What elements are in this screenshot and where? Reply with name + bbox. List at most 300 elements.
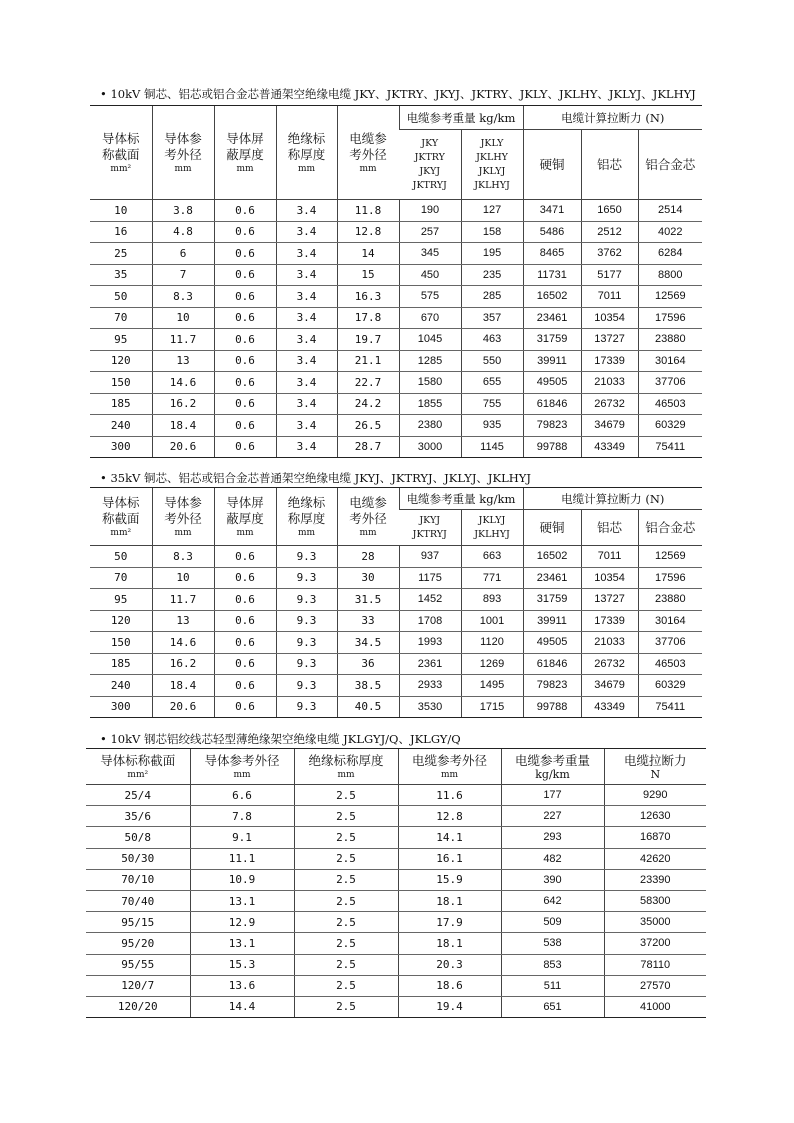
table-cell: 0.6: [214, 243, 276, 265]
table-row: [90, 264, 702, 286]
table-cell: 60329: [638, 415, 702, 437]
table-cell: 18.1: [398, 890, 501, 911]
table-cell: 0.6: [214, 350, 276, 372]
table-cell: 538: [501, 933, 604, 954]
table-row: [86, 954, 706, 975]
table-cell: 127: [461, 200, 523, 222]
table-cell: 23880: [638, 329, 702, 351]
header-force-aluminum: 铝芯: [581, 130, 638, 200]
table-cell: 0.6: [214, 393, 276, 415]
table-cell: 2514: [638, 200, 702, 222]
table-cell: 14.1: [398, 827, 501, 848]
header-weight-copper-models: JKY JKTRY JKYJ JKTRYJ: [399, 130, 461, 200]
table-cell: 663: [461, 546, 523, 568]
section-title-10kv: • 10kV 铜芯、铝芯或铝合金芯普通架空绝缘电缆 JKY、JKTRY、JKYJ、JKTRY、JKLY、JKLHY、JKLYJ、JKLHYJ: [100, 87, 696, 101]
table-cell: 70/40: [86, 890, 190, 911]
table-cell: 2.5: [294, 848, 398, 869]
table-row: [86, 933, 706, 954]
table-cell: 13.1: [190, 890, 294, 911]
table-cell: 0.6: [214, 610, 276, 632]
table-cell: 16502: [523, 546, 581, 568]
table-cell: 15.3: [190, 954, 294, 975]
table-cell: 99788: [523, 436, 581, 458]
header-force-group: 电缆计算拉断力 (N): [523, 106, 702, 130]
header-nominal-section: 导体标称截面 mm²: [90, 488, 152, 546]
table-cell: 240: [90, 415, 152, 437]
table-cell: 25/4: [86, 785, 190, 806]
table-cell: 60329: [638, 675, 702, 697]
cable-table-10kv: [90, 105, 702, 458]
header-insulation-thickness: 绝缘标称厚度 mm: [276, 106, 337, 200]
table-cell: 0.6: [214, 221, 276, 243]
header-force-hard-copper: 硬铜: [523, 510, 581, 546]
table-row: [90, 610, 702, 632]
table-cell: 1175: [399, 567, 461, 589]
table-cell: 16.3: [337, 286, 399, 308]
table-cell: 16870: [604, 827, 706, 848]
table-cell: 3.4: [276, 200, 337, 222]
table-cell: 4.8: [152, 221, 214, 243]
table-cell: 75411: [638, 436, 702, 458]
table-row: [86, 827, 706, 848]
table-row: [86, 890, 706, 911]
header-force-aluminum: 铝芯: [581, 510, 638, 546]
table-cell: 120/20: [86, 996, 190, 1017]
table-cell: 17.8: [337, 307, 399, 329]
table-row: [90, 632, 702, 654]
table-cell: 1495: [461, 675, 523, 697]
table-cell: 14.6: [152, 632, 214, 654]
table-cell: 937: [399, 546, 461, 568]
table-cell: 0.6: [214, 632, 276, 654]
table-cell: 190: [399, 200, 461, 222]
table-cell: 9.3: [276, 653, 337, 675]
table-cell: 30: [337, 567, 399, 589]
table-cell: 2.5: [294, 933, 398, 954]
header-nominal-section: 导体标称截面 mm²: [90, 106, 152, 200]
table-cell: 10: [152, 567, 214, 589]
table-cell: 300: [90, 696, 152, 718]
table-cell: 50: [90, 286, 152, 308]
table-cell: 26732: [581, 653, 638, 675]
header-force-aluminum-alloy: 铝合金芯: [638, 130, 702, 200]
header-weight-group: 电缆参考重量 kg/km: [399, 106, 523, 130]
table-cell: 50: [90, 546, 152, 568]
table-cell: 42620: [604, 848, 706, 869]
table-cell: 8.3: [152, 546, 214, 568]
table-cell: 37706: [638, 372, 702, 394]
table-cell: 21.1: [337, 350, 399, 372]
table-cell: 177: [501, 785, 604, 806]
table-cell: 0.6: [214, 200, 276, 222]
table-cell: 935: [461, 415, 523, 437]
table-cell: 15.9: [398, 869, 501, 890]
table-cell: 509: [501, 912, 604, 933]
table-cell: 11.8: [337, 200, 399, 222]
header-nominal-section: 导体标称截面 mm²: [86, 749, 190, 785]
table-cell: 50/8: [86, 827, 190, 848]
header-conductor-diameter: 导体参考外径 mm: [152, 488, 214, 546]
table-cell: 11.1: [190, 848, 294, 869]
table-cell: 12.8: [398, 806, 501, 827]
table-cell: 670: [399, 307, 461, 329]
table-cell: 23880: [638, 589, 702, 611]
table-cell: 18.4: [152, 675, 214, 697]
table-cell: 12569: [638, 546, 702, 568]
table-cell: 13727: [581, 589, 638, 611]
table-cell: 755: [461, 393, 523, 415]
table-cell: 12630: [604, 806, 706, 827]
table-cell: 23461: [523, 307, 581, 329]
table-cell: 2.5: [294, 975, 398, 996]
table-cell: 7: [152, 264, 214, 286]
table-cell: 3.4: [276, 350, 337, 372]
table-cell: 26732: [581, 393, 638, 415]
table-cell: 16.2: [152, 653, 214, 675]
table-cell: 70: [90, 307, 152, 329]
header-weight-copper-models: JKYJ JKTRYJ: [399, 510, 461, 546]
cable-table-35kv: [90, 487, 702, 718]
table-row: [90, 546, 702, 568]
table-cell: 18.6: [398, 975, 501, 996]
table-cell: 61846: [523, 653, 581, 675]
table-cell: 1120: [461, 632, 523, 654]
header-breaking-force: 电缆拉断力 N: [604, 749, 706, 785]
table-row: [90, 350, 702, 372]
table-cell: 49505: [523, 632, 581, 654]
table-cell: 2933: [399, 675, 461, 697]
table-cell: 651: [501, 996, 604, 1017]
table-cell: 2.5: [294, 806, 398, 827]
table-row: [90, 567, 702, 589]
table-cell: 9.3: [276, 696, 337, 718]
table-cell: 35/6: [86, 806, 190, 827]
header-conductor-diameter: 导体参考外径 mm: [190, 749, 294, 785]
table-cell: 1145: [461, 436, 523, 458]
table-cell: 195: [461, 243, 523, 265]
table-cell: 300: [90, 436, 152, 458]
table-cell: 3.4: [276, 264, 337, 286]
table-cell: 482: [501, 848, 604, 869]
table-cell: 14.6: [152, 372, 214, 394]
table-cell: 28.7: [337, 436, 399, 458]
table-cell: 0.6: [214, 436, 276, 458]
table-cell: 3.4: [276, 243, 337, 265]
table-cell: 0.6: [214, 675, 276, 697]
table-cell: 463: [461, 329, 523, 351]
table-cell: 240: [90, 675, 152, 697]
table-row: [90, 696, 702, 718]
table-cell: 11.6: [398, 785, 501, 806]
table-cell: 30164: [638, 610, 702, 632]
table-cell: 26.5: [337, 415, 399, 437]
table-cell: 17596: [638, 307, 702, 329]
table-row: [90, 653, 702, 675]
table-cell: 1650: [581, 200, 638, 222]
table-cell: 3000: [399, 436, 461, 458]
table-cell: 1715: [461, 696, 523, 718]
table-cell: 95: [90, 329, 152, 351]
table-cell: 3530: [399, 696, 461, 718]
table-cell: 2361: [399, 653, 461, 675]
table-cell: 575: [399, 286, 461, 308]
table-cell: 3.4: [276, 415, 337, 437]
table-cell: 28: [337, 546, 399, 568]
table-cell: 46503: [638, 653, 702, 675]
table-cell: 33: [337, 610, 399, 632]
table-cell: 2380: [399, 415, 461, 437]
table-cell: 185: [90, 653, 152, 675]
table-cell: 18.1: [398, 933, 501, 954]
table-cell: 0.6: [214, 653, 276, 675]
table-cell: 41000: [604, 996, 706, 1017]
table-cell: 0.6: [214, 567, 276, 589]
table-cell: 5486: [523, 221, 581, 243]
table-cell: 285: [461, 286, 523, 308]
table-cell: 19.4: [398, 996, 501, 1017]
table-cell: 14.4: [190, 996, 294, 1017]
table-cell: 16502: [523, 286, 581, 308]
table-cell: 357: [461, 307, 523, 329]
table-cell: 2.5: [294, 890, 398, 911]
table-cell: 1452: [399, 589, 461, 611]
table-cell: 24.2: [337, 393, 399, 415]
table-cell: 31759: [523, 329, 581, 351]
table-cell: 0.6: [214, 307, 276, 329]
table-cell: 23390: [604, 869, 706, 890]
table-cell: 345: [399, 243, 461, 265]
table-cell: 2.5: [294, 869, 398, 890]
table-row: [90, 329, 702, 351]
table-cell: 550: [461, 350, 523, 372]
table-cell: 3.4: [276, 307, 337, 329]
table-cell: 10354: [581, 307, 638, 329]
table-cell: 0.6: [214, 329, 276, 351]
table-row: [90, 243, 702, 265]
table-cell: 23461: [523, 567, 581, 589]
table-cell: 293: [501, 827, 604, 848]
table-cell: 2512: [581, 221, 638, 243]
table-cell: 34.5: [337, 632, 399, 654]
table-cell: 95/20: [86, 933, 190, 954]
header-conductor-diameter: 导体参考外径 mm: [152, 106, 214, 200]
table-cell: 39911: [523, 610, 581, 632]
table-cell: 37706: [638, 632, 702, 654]
table-cell: 31759: [523, 589, 581, 611]
table-cell: 49505: [523, 372, 581, 394]
table-cell: 46503: [638, 393, 702, 415]
table-cell: 0.6: [214, 696, 276, 718]
table-cell: 95: [90, 589, 152, 611]
table-cell: 120: [90, 350, 152, 372]
header-force-hard-copper: 硬铜: [523, 130, 581, 200]
table-cell: 227: [501, 806, 604, 827]
table-cell: 95/55: [86, 954, 190, 975]
table-cell: 12.8: [337, 221, 399, 243]
table-cell: 893: [461, 589, 523, 611]
header-force-aluminum-alloy: 铝合金芯: [638, 510, 702, 546]
table-cell: 8465: [523, 243, 581, 265]
table-cell: 20.3: [398, 954, 501, 975]
table-cell: 58300: [604, 890, 706, 911]
table-cell: 9.3: [276, 546, 337, 568]
table-cell: 43349: [581, 696, 638, 718]
header-force-group: 电缆计算拉断力 (N): [523, 488, 702, 510]
table-row: [90, 589, 702, 611]
table-cell: 75411: [638, 696, 702, 718]
table-row: [90, 200, 702, 222]
table-cell: 7011: [581, 286, 638, 308]
table-cell: 34679: [581, 415, 638, 437]
table-cell: 14: [337, 243, 399, 265]
table-cell: 61846: [523, 393, 581, 415]
header-cable-diameter: 电缆参考外径 mm: [337, 106, 399, 200]
table-cell: 120: [90, 610, 152, 632]
table-cell: 40.5: [337, 696, 399, 718]
table-row: [86, 806, 706, 827]
table-cell: 70/10: [86, 869, 190, 890]
table-cell: 35000: [604, 912, 706, 933]
table-cell: 8800: [638, 264, 702, 286]
header-insulation-thickness: 绝缘标称厚度 mm: [276, 488, 337, 546]
table-row: [86, 996, 706, 1017]
table-cell: 3.4: [276, 329, 337, 351]
cable-table-10kv-steel-aluminum: [86, 748, 706, 1018]
table-cell: 43349: [581, 436, 638, 458]
table-cell: 9.3: [276, 675, 337, 697]
table-cell: 120/7: [86, 975, 190, 996]
header-cable-weight: 电缆参考重量 kg/km: [501, 749, 604, 785]
table-cell: 9.3: [276, 632, 337, 654]
table-cell: 16.1: [398, 848, 501, 869]
table-cell: 10: [152, 307, 214, 329]
table-cell: 3471: [523, 200, 581, 222]
table-cell: 150: [90, 632, 152, 654]
table-row: [86, 869, 706, 890]
table-cell: 1993: [399, 632, 461, 654]
table-cell: 50/30: [86, 848, 190, 869]
table-cell: 13.6: [190, 975, 294, 996]
table-cell: 11.7: [152, 589, 214, 611]
table-cell: 0.6: [214, 589, 276, 611]
table-cell: 31.5: [337, 589, 399, 611]
table-cell: 0.6: [214, 415, 276, 437]
section-title-35kv: • 35kV 铜芯、铝芯或铝合金芯普通架空绝缘电缆 JKYJ、JKTRYJ、JKLYJ、JKLHYJ: [100, 471, 532, 485]
table-cell: 185: [90, 393, 152, 415]
table-cell: 70: [90, 567, 152, 589]
table-row: [90, 221, 702, 243]
table-cell: 511: [501, 975, 604, 996]
table-cell: 3.8: [152, 200, 214, 222]
table-cell: 17.9: [398, 912, 501, 933]
header-screen-thickness: 导体屏蔽厚度 mm: [214, 488, 276, 546]
table-cell: 4022: [638, 221, 702, 243]
table-row: [90, 675, 702, 697]
table-cell: 10.9: [190, 869, 294, 890]
section-title-10kv-steel-aluminum: • 10kV 钢芯铝绞线芯轻型薄绝缘架空绝缘电缆 JKLGYJ/Q、JKLGY/Q: [100, 732, 461, 746]
table-cell: 3.4: [276, 221, 337, 243]
table-cell: 10: [90, 200, 152, 222]
table-cell: 7011: [581, 546, 638, 568]
table-cell: 13: [152, 350, 214, 372]
table-row: [90, 415, 702, 437]
table-cell: 158: [461, 221, 523, 243]
table-row: [86, 975, 706, 996]
table-cell: 99788: [523, 696, 581, 718]
table-cell: 79823: [523, 415, 581, 437]
table-cell: 9290: [604, 785, 706, 806]
table-cell: 17339: [581, 350, 638, 372]
table-cell: 1580: [399, 372, 461, 394]
table-cell: 853: [501, 954, 604, 975]
table-cell: 3.4: [276, 372, 337, 394]
table-cell: 12569: [638, 286, 702, 308]
table-cell: 20.6: [152, 436, 214, 458]
table-cell: 22.7: [337, 372, 399, 394]
table-cell: 35: [90, 264, 152, 286]
table-cell: 6.6: [190, 785, 294, 806]
table-cell: 38.5: [337, 675, 399, 697]
table-cell: 3.4: [276, 436, 337, 458]
table-cell: 1045: [399, 329, 461, 351]
table-cell: 27570: [604, 975, 706, 996]
table-cell: 12.9: [190, 912, 294, 933]
header-weight-aluminum-models: JKLYJ JKLHYJ: [461, 510, 523, 546]
table-cell: 390: [501, 869, 604, 890]
table-cell: 450: [399, 264, 461, 286]
table-cell: 6: [152, 243, 214, 265]
table-cell: 11731: [523, 264, 581, 286]
table-cell: 11.7: [152, 329, 214, 351]
table-row: [90, 372, 702, 394]
table-cell: 5177: [581, 264, 638, 286]
table-cell: 2.5: [294, 912, 398, 933]
table-cell: 30164: [638, 350, 702, 372]
table-cell: 3.4: [276, 393, 337, 415]
table-cell: 2.5: [294, 954, 398, 975]
table-cell: 17339: [581, 610, 638, 632]
table-cell: 1001: [461, 610, 523, 632]
table-row: [86, 785, 706, 806]
table-cell: 78110: [604, 954, 706, 975]
table-cell: 6284: [638, 243, 702, 265]
table-cell: 21033: [581, 632, 638, 654]
table-cell: 13727: [581, 329, 638, 351]
table-cell: 2.5: [294, 785, 398, 806]
table-cell: 1285: [399, 350, 461, 372]
header-insulation-thickness: 绝缘标称厚度 mm: [294, 749, 398, 785]
header-screen-thickness: 导体屏蔽厚度 mm: [214, 106, 276, 200]
table-cell: 13.1: [190, 933, 294, 954]
table-cell: 8.3: [152, 286, 214, 308]
table-cell: 2.5: [294, 996, 398, 1017]
table-cell: 15: [337, 264, 399, 286]
table-cell: 642: [501, 890, 604, 911]
table-row: [90, 307, 702, 329]
header-weight-aluminum-models: JKLY JKLHY JKLYJ JKLHYJ: [461, 130, 523, 200]
header-cable-diameter: 电缆参考外径 mm: [398, 749, 501, 785]
table-cell: 150: [90, 372, 152, 394]
table-cell: 16: [90, 221, 152, 243]
table-cell: 1708: [399, 610, 461, 632]
table-cell: 655: [461, 372, 523, 394]
table-cell: 17596: [638, 567, 702, 589]
table-row: [90, 286, 702, 308]
table-cell: 1269: [461, 653, 523, 675]
table-cell: 9.3: [276, 610, 337, 632]
table-cell: 36: [337, 653, 399, 675]
table-cell: 34679: [581, 675, 638, 697]
